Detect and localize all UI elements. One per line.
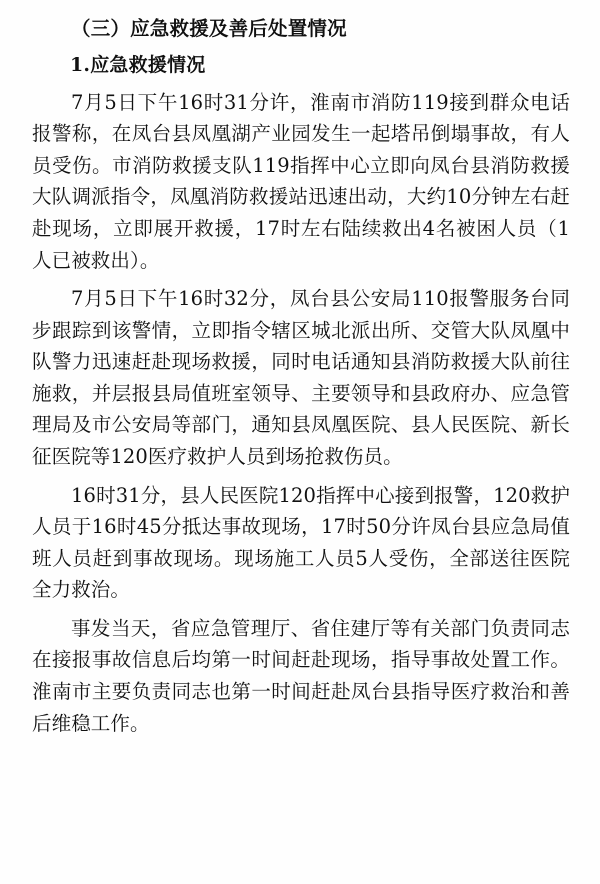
body-paragraph: 7月5日下午16时31分许，淮南市消防119接到群众电话报警称，在凤台县凤凰湖产业园发生一起塔吊倒塌事故，有人员受伤。市消防救援支队119指挥中心立即向凤台县消防救援大队调派指令，凤凰消防救援站迅速出动，大约10分钟左右赶赴现场，立即展开救援，17时左右陆续救出4名被困人员（1人已被救出）。 [32, 90, 570, 272]
subsection-heading: 1.应急救援情况 [70, 54, 206, 77]
body-paragraph: 7月5日下午16时32分，凤台县公安局110报警服务台同步跟踪到该警情，立即指令辖区城北派出所、交管大队凤凰中队警力迅速赶赴现场救援，同时电话通知县消防救援大队前往施救，并层报县局值班室领导、主要领导和县政府办、应急管理局及市公安局等部门，通知县凤凰医院、县人民医院、新长征医院等120医疗救护人员到场抢救伤员。 [32, 287, 570, 468]
section-heading: （三）应急救援及善后处置情况 [71, 17, 347, 40]
body-paragraph: 16时31分，县人民医院120指挥中心接到报警，120救护人员于16时45分抵达事故现场，17时50分许凤台县应急局值班人员赶到事故现场。现场施工人员5人受伤，全部送往医院全力救治。 [32, 483, 570, 602]
body-paragraph: 事发当天，省应急管理厅、省住建厅等有关部门负责同志在接报事故信息后均第一时间赶赴现场，指导事故处置工作。淮南市主要负责同志也第一时间赶赴凤台县指导医疗救治和善后维稳工作。 [32, 616, 570, 735]
